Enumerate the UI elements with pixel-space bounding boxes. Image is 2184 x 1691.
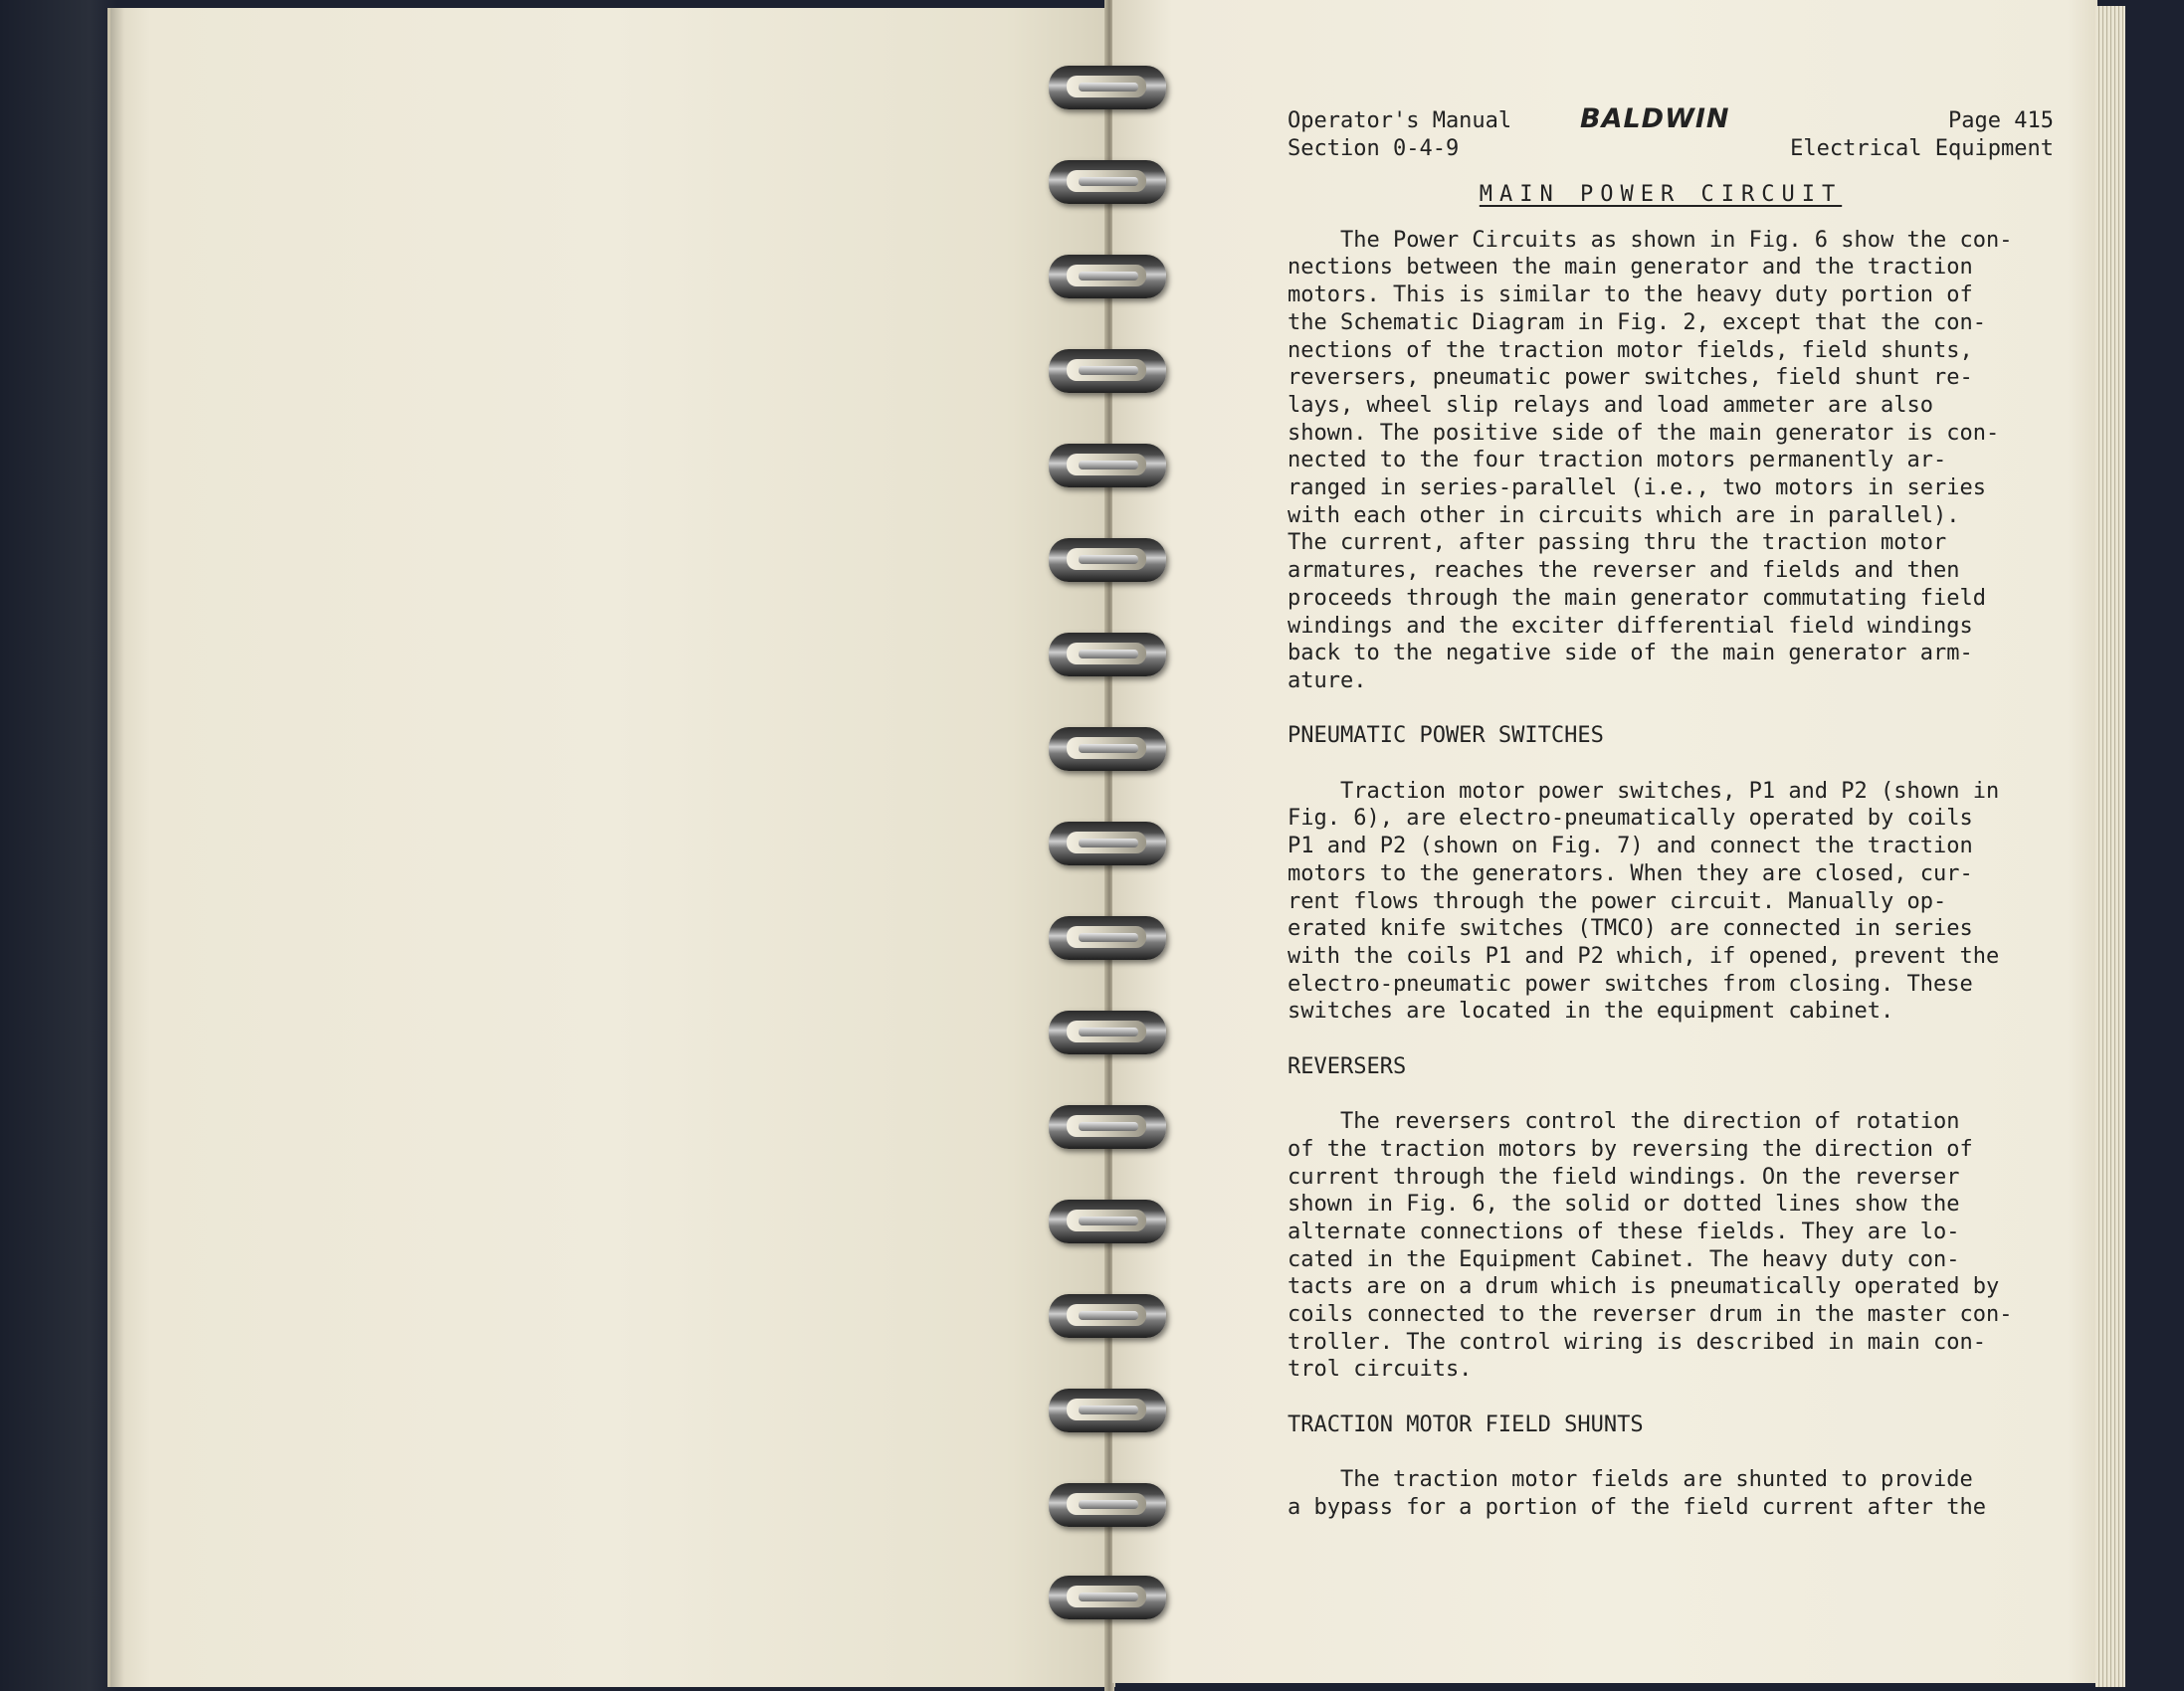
text-line: alternate connections of these fields. They are lo- xyxy=(1288,1219,1960,1244)
binding-coil xyxy=(1049,444,1166,487)
header-section-label: Section 0-4-9 xyxy=(1288,135,1460,161)
binding-coil xyxy=(1049,1389,1166,1432)
text-line: nected to the four traction motors permanently ar- xyxy=(1288,448,1947,473)
text-line: lays, wheel slip relays and load ammeter are also xyxy=(1288,392,1934,418)
binding-coil xyxy=(1049,1483,1166,1527)
text-section xyxy=(1288,1411,2054,1522)
text-line: windings and the exciter differential field windings xyxy=(1288,613,1973,639)
text-line: with the coils P1 and P2 which, if opened, prevent the xyxy=(1288,943,2000,969)
text-line: ranged in series-parallel (i.e., two motors in series xyxy=(1288,475,1986,501)
left-page-edge-shadow xyxy=(110,8,124,1687)
text-line: coils connected to the reverser drum in the master con- xyxy=(1288,1302,2013,1328)
text-line: shown in Fig. 6, the solid or dotted lines show the xyxy=(1288,1192,1960,1218)
binding-coil xyxy=(1049,255,1166,298)
binding-coil xyxy=(1049,538,1166,582)
header-left xyxy=(1288,107,1511,162)
text-line: the Schematic Diagram in Fig. 2, except that the con- xyxy=(1288,309,1986,335)
text-section xyxy=(1288,227,2054,695)
binding-coil xyxy=(1049,1200,1166,1243)
text-line: current through the field windings. On the reverser xyxy=(1288,1164,1960,1190)
binding-coil xyxy=(1049,916,1166,960)
text-line: ature. xyxy=(1288,667,1367,693)
text-line: Fig. 6), are electro-pneumatically operated by coils xyxy=(1288,806,1973,832)
text-line: nections between the main generator and the traction xyxy=(1288,255,1973,281)
header-manual-label: Operator's Manual xyxy=(1288,108,1512,133)
text-line: motors. This is similar to the heavy duty portion of xyxy=(1288,282,1973,308)
running-header xyxy=(1288,103,2054,165)
text-line: nections of the traction motor fields, field shunts, xyxy=(1288,337,1973,363)
header-chapter-label: Electrical Equipment xyxy=(1790,135,2054,161)
text-line: The traction motor fields are shunted to provide xyxy=(1288,1467,1973,1493)
text-line: trol circuits. xyxy=(1288,1357,1473,1383)
text-line: back to the negative side of the main generator arm- xyxy=(1288,641,1973,666)
binding-coil xyxy=(1049,822,1166,865)
heading-spacer xyxy=(1288,1439,2054,1467)
text-line: shown. The positive side of the main generator is con- xyxy=(1288,420,2000,446)
binding-coil xyxy=(1049,633,1166,676)
text-line: proceeds through the main generator commutating field xyxy=(1288,585,1986,611)
binding-coil xyxy=(1049,1011,1166,1054)
left-page-blank xyxy=(107,8,1115,1687)
text-line: reversers, pneumatic power switches, field shunt re- xyxy=(1288,365,1973,391)
text-section xyxy=(1288,722,2054,1026)
header-right xyxy=(1790,107,2054,162)
text-line: The reversers control the direction of rotation xyxy=(1288,1109,1960,1135)
binding-coil xyxy=(1049,66,1166,109)
text-line: The Power Circuits as shown in Fig. 6 show the con- xyxy=(1288,227,2013,253)
text-line: electro-pneumatic power switches from closing. These xyxy=(1288,971,1973,997)
text-line: Traction motor power switches, P1 and P2 (shown in xyxy=(1288,778,2000,804)
text-line: with each other in circuits which are in parallel). xyxy=(1288,502,1960,528)
text-line: of the traction motors by reversing the direction of xyxy=(1288,1136,1973,1162)
header-page-number: Page 415 xyxy=(1948,108,2054,133)
section-heading: TRACTION MOTOR FIELD SHUNTS xyxy=(1288,1411,1644,1437)
brand-logo-text: BALDWIN xyxy=(1580,103,1730,134)
heading-spacer xyxy=(1288,1080,2054,1108)
binding-coil xyxy=(1049,1294,1166,1338)
page-content xyxy=(1288,103,2054,1522)
text-line: a bypass for a portion of the field current after the xyxy=(1288,1494,1986,1520)
text-line: armatures, reaches the reverser and fields and then xyxy=(1288,558,1960,584)
body-text xyxy=(1288,227,2054,1522)
section-heading: REVERSERS xyxy=(1288,1053,1407,1079)
text-line: motors to the generators. When they are closed, cur- xyxy=(1288,860,1973,886)
page-title xyxy=(1278,181,2044,209)
binding-coil xyxy=(1049,1576,1166,1619)
page-edge-stack xyxy=(2095,6,2125,1687)
text-line: switches are located in the equipment cabinet. xyxy=(1288,999,1894,1025)
text-line: cated in the Equipment Cabinet. The heavy duty con- xyxy=(1288,1246,1960,1272)
text-line: tacts are on a drum which is pneumatically operated by xyxy=(1288,1274,2000,1300)
page-title-text: MAIN POWER CIRCUIT xyxy=(1479,182,1843,207)
heading-spacer xyxy=(1288,750,2054,778)
binding-coil xyxy=(1049,160,1166,204)
text-line: rent flows through the power circuit. Manually op- xyxy=(1288,888,1947,914)
binding-coil xyxy=(1049,1105,1166,1149)
binding-coil xyxy=(1049,727,1166,771)
text-section xyxy=(1288,1053,2054,1384)
text-line: The current, after passing thru the traction motor xyxy=(1288,530,1947,556)
text-line: P1 and P2 (shown on Fig. 7) and connect the traction xyxy=(1288,834,1973,859)
section-heading: PNEUMATIC POWER SWITCHES xyxy=(1288,723,1604,749)
binding-coil xyxy=(1049,349,1166,393)
text-line: troller. The control wiring is described in main con- xyxy=(1288,1329,1986,1355)
text-line: erated knife switches (TMCO) are connected in series xyxy=(1288,916,1973,942)
